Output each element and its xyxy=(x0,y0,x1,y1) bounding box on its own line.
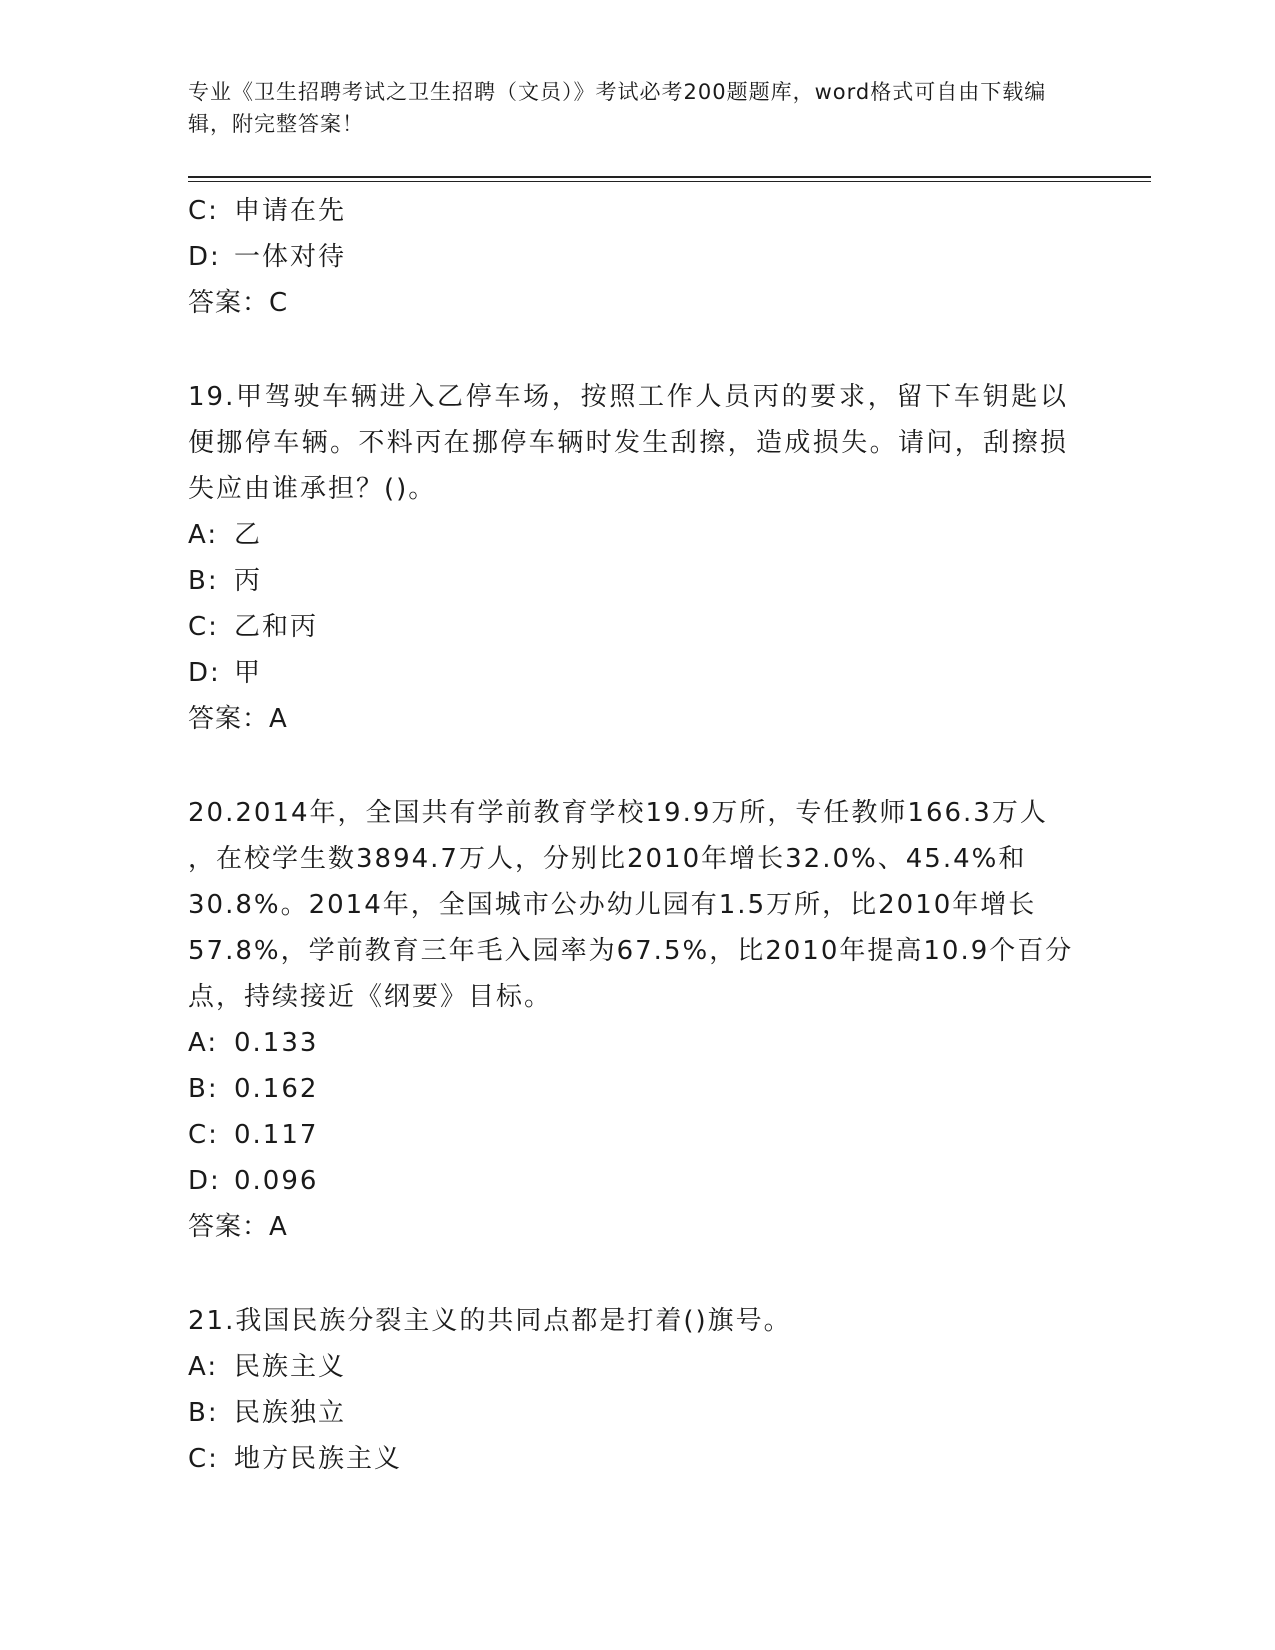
spacer xyxy=(188,1250,1088,1298)
question-text: 21.我国民族分裂主义的共同点都是打着()旗号。 xyxy=(188,1306,792,1336)
spacer xyxy=(188,742,1088,790)
option-text: 民族独立 xyxy=(234,1398,347,1428)
option-text: 地方民族主义 xyxy=(234,1444,403,1474)
option-text: 乙 xyxy=(234,520,263,550)
option-text: 0.117 xyxy=(234,1120,319,1150)
question-text-line: 点，持续接近《纲要》目标。 xyxy=(188,982,553,1012)
option-label: B: xyxy=(188,1074,219,1104)
option-a xyxy=(188,1344,1088,1390)
answer-line: 答案：A xyxy=(188,1212,288,1242)
option-label: A: xyxy=(188,520,219,550)
option-b xyxy=(188,558,1088,604)
option-label: B: xyxy=(188,1398,219,1428)
option-b xyxy=(188,1066,1088,1112)
option-label: C: xyxy=(188,1120,219,1150)
option-c xyxy=(188,1436,1088,1482)
option-label: D: xyxy=(188,242,221,272)
question-text-line: 30.8%。2014年，全国城市公办幼儿园有1.5万所，比2010年增长 xyxy=(188,890,1037,920)
option-text: 申请在先 xyxy=(234,196,347,226)
option-text: 0.162 xyxy=(234,1074,319,1104)
option-d xyxy=(188,1158,1088,1204)
option-label: C: xyxy=(188,1444,219,1474)
option-b xyxy=(188,1390,1088,1436)
option-text: 丙 xyxy=(234,566,263,596)
option-c xyxy=(188,1112,1088,1158)
option-c xyxy=(188,188,1088,234)
question-text-line: 20.2014年，全国共有学前教育学校19.9万所，专任教师166.3万人 xyxy=(188,798,1048,828)
header-rule-thick xyxy=(188,176,1151,178)
option-text: 0.096 xyxy=(234,1166,319,1196)
option-text: 0.133 xyxy=(234,1028,319,1058)
question-list xyxy=(188,188,1088,1482)
option-text: 甲 xyxy=(234,658,263,688)
question-21 xyxy=(188,1298,1088,1482)
question-text-line: 57.8%，学前教育三年毛入园率为67.5%，比2010年提高10.9个百分 xyxy=(188,936,1074,966)
question-text-line: ，在校学生数3894.7万人，分别比2010年增长32.0%、45.4%和 xyxy=(188,844,1027,874)
option-label: D: xyxy=(188,658,221,688)
option-text: 一体对待 xyxy=(234,242,347,272)
page-header: 专业《卫生招聘考试之卫生招聘（文员）》考试必考200题题库，word格式可自由下载编辑，附完整答案！ xyxy=(188,80,1047,136)
option-label: C: xyxy=(188,612,219,642)
option-c xyxy=(188,604,1088,650)
option-text: 民族主义 xyxy=(234,1352,347,1382)
question-text: 19.甲驾驶车辆进入乙停车场，按照工作人员丙的要求，留下车钥匙以便挪停车辆。不料丙在挪停车辆时发生刮擦，造成损失。请问，刮擦损失应由谁承担？()。 xyxy=(188,382,1068,504)
option-a xyxy=(188,1020,1088,1066)
option-a xyxy=(188,512,1088,558)
option-text: 乙和丙 xyxy=(234,612,319,642)
option-d xyxy=(188,650,1088,696)
option-label: B: xyxy=(188,566,219,596)
answer-line: 答案：A xyxy=(188,704,288,734)
question-20 xyxy=(188,790,1088,1250)
option-label: C: xyxy=(188,196,219,226)
header-rule-thin xyxy=(188,181,1151,182)
option-d xyxy=(188,234,1088,280)
answer-line: 答案：C xyxy=(188,288,289,318)
option-label: A: xyxy=(188,1028,219,1058)
spacer xyxy=(188,326,1088,374)
option-label: A: xyxy=(188,1352,219,1382)
question-18-tail xyxy=(188,188,1088,326)
question-19 xyxy=(188,374,1088,742)
option-label: D: xyxy=(188,1166,221,1196)
